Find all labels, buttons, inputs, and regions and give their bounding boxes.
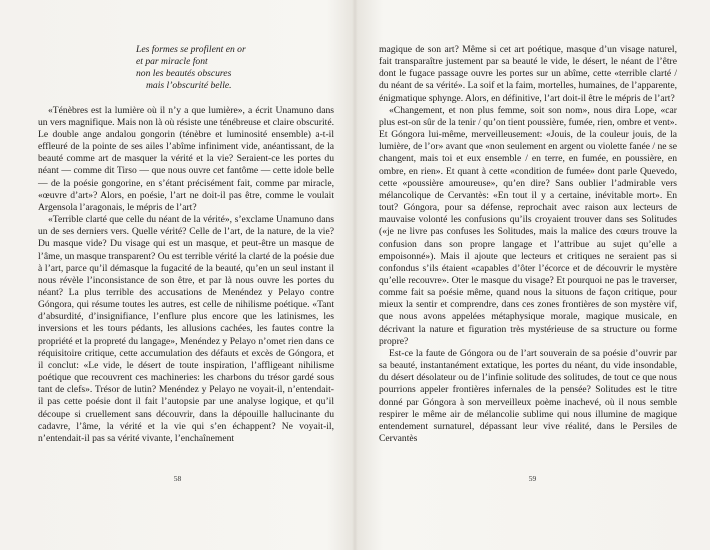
left-text-block: [38, 44, 334, 445]
right-page: [355, 0, 710, 550]
page-number: 58: [173, 474, 182, 483]
epigraph-line: non les beautés obscures: [136, 68, 232, 80]
paragraph: «Ténèbres est la lumière où il n’y a que lumière», a écrit Unamuno dans un vers magnifique. Mais non là où résiste une ténébreuse et claire obscurité. Le double ange andalou gongorin (ténèbre et luminosité ensemble) a-t-il effleuré de la pointe de ses ailes l’abîme infiniment vide, anéantissant, de la beauté comme art de masquer la vérité et la vie? Seraient-ce les portes du néant — comme dit Tirso — que nous ouvre cet fantôme — cette idole belle — de la poésie gongorine, en s’étant précisément fait, comme par miracle, «œuvre d’art»? Alors, en poésie, l’art ne doit-il pas être, comme le voulait Argensola l’aragonais, le mépris de l’art?: [38, 104, 334, 213]
page-number: 59: [528, 474, 537, 483]
paragraph: magique de son art? Même si cet art poétique, masque d’un visage naturel, fait transparaître justement par sa beauté le vide, le désert, le néant de l’être dont le fugace passage ouvre les portes sur un abîme, cette «terrible clarté / du néant de sa vérité». La soif et la faim, mortelles, humaines, de l’apparente, énigmatique sphynge. Alors, en définitive, l’art doit-il être le mépris de l’art?: [379, 44, 677, 104]
epigraph-line: Les formes se profilent en or: [136, 44, 246, 55]
epigraph-line: et par miracle font: [136, 56, 208, 68]
paragraph: «Terrible clarté que celle du néant de la vérité», s’exclame Unamuno dans un de ses derniers vers. Quelle vérité? Celle de l’art, de la nature, de la vie? Du masque vide? Du visage qui est un masque, et peut-être un masque de l’âme, un masque transparent? Ou est terrible vérité la clarté de la poésie due à l’art, parce qu’il démasque la fugacité de la beauté, qu’en un seul instant il nous révèle l’inconsistance de son être, et par là nous ouvre les portes du néant? La plus terrible des accusations de Menéndez y Pelayo contre Góngora, qui résume toutes les autres, est celle de nihilisme poétique. «Tant d’absurdité, d’insignifiance, l’enflure plus encore que les latinismes, les inversions et les tours pédants, les allusions cachées, les fautes contre la propriété et la propreté du langage», Menéndez y Pelayo n’omet rien dans ce réquisitoire critique, cette accumulation des défauts et excès de Góngora, et il conclut: «Le vide, le désert de toute inspiration, l’affligeant nihilisme poétique que recouvrent ces machineries: les charbons du trésor gardé sous tant de clefs». Trésor de lutin? Menéndez y Pelayo ne voyait-il, n’entendait-il pas cette poésie dont il fait l’autopsie par une analyse logique, et qu’il découpe si cruellement sans découvrir, dans la dépouille hallucinante du cadavre, l’âme, la vérité et la vie qui s’en échappent? Ne voyait-il, n’entendait-il pas sa vérité vivante, l’enchaînement: [38, 214, 334, 444]
paragraph: «Changement, et non plus femme, soit son nom», nous dira Lope, «car plus est-on sûr de la tenir / qu’on tient poussière, fumée, rien, ombre et vent». Et Góngora lui-même, merveilleusement: «Jouis, de la couleur jouis, de la lumière, de l’or» avant que «non seulement en argent ou violette fanée / ne se changent, mais toi et eux ensemble / en terre, en fumée, en poussière, en ombre, en rien». Et quant à cette «condition de fumée» dont parle Quevedo, cette «poussière amoureuse», qu’en dire? Sans oublier l’admirable vers mélancolique de Cervantès: «En tout il y a certaine, inévitable mort». En tout? Góngora, pour sa défense, reprochait avec raison aux lecteurs de mauvaise volonté les confusions qu’ils croyaient trouver dans ses Solitudes («je ne livre pas confuses les Solitudes, mais la malice des cœurs trouve la confusion dans son propre langage et l’attribue au sujet qu’elle a empoisonné»). Mais il ajoute que lecteurs et critiques ne seraient pas si confondus s’ils étaient «capables d’ôter l’écorce et de découvrir le mystère qu’elle recouvre». Oter le masque du visage? Et pourquoi ne pas le traverser, comme fait sa poésie même, quand nous la situons de façon critique, pour mieux la sentir et comprendre, dans ces zones frontières de son mystère vif, que nous avons appelées métaphysique morale, magique musicale, en décrivant la nature et figuration très mystérieuse de sa structure ou forme propre?: [379, 104, 677, 347]
paragraph: Est-ce la faute de Góngora ou de l’art souverain de sa poésie d’ouvrir par sa beauté, instantanément extatique, les portes du néant, du vide insondable, du désert désolateur ou de l’infinie solitude des solitudes, de tout ce que nous pourrions appeler frontières infernales de la pensée? Solitudes est le titre donné par Góngora à son merveilleux poème inachevé, où il nous semble respirer le même air de mélancolie sublime qui nous illumine de magique entendement surnaturel, dépassant leur vive réalité, dans le Persiles de Cervantès: [379, 347, 677, 444]
epigraph-line: mais l’obscurité belle.: [146, 80, 232, 92]
right-text-block: [379, 44, 677, 445]
epigraph: [136, 44, 334, 93]
